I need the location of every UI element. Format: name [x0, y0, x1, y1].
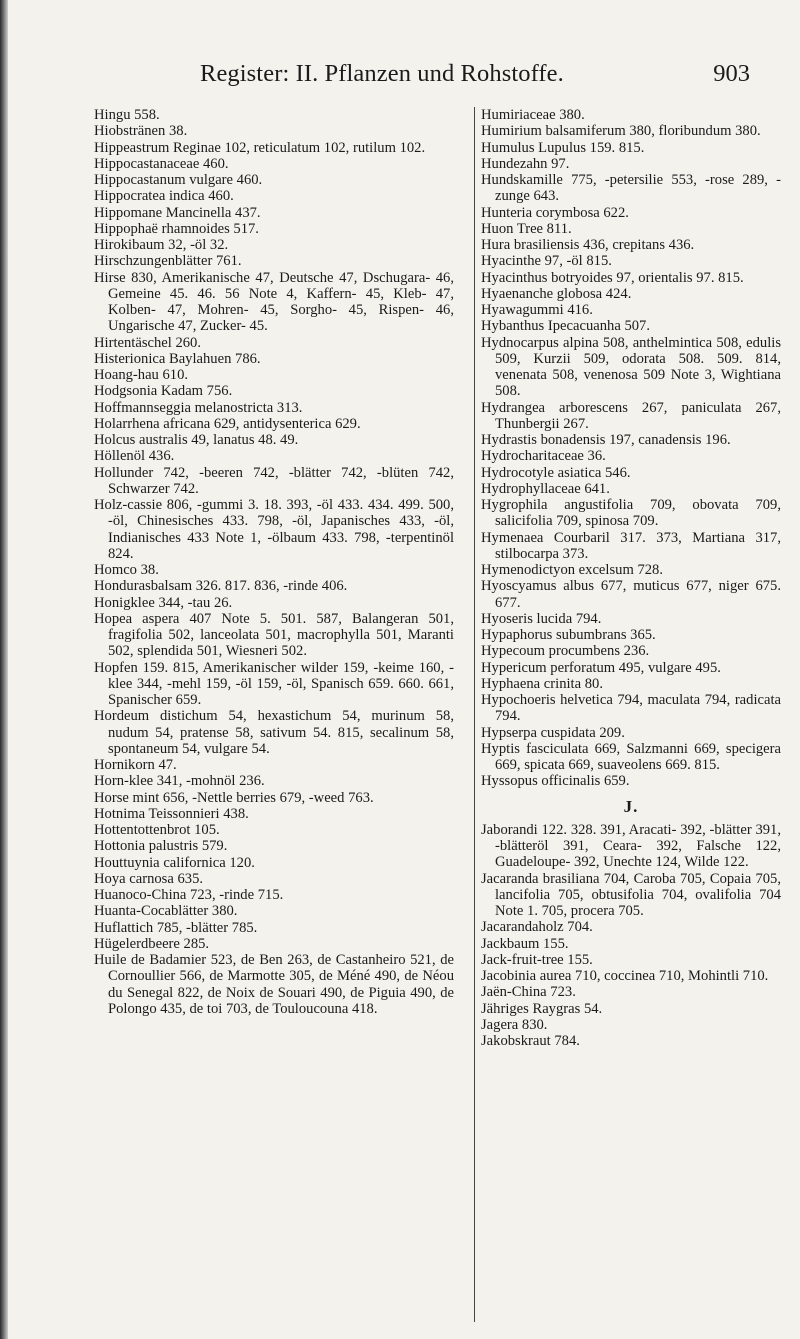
index-entry: Hippomane Mancinella 437. [94, 204, 261, 221]
index-entry: Hydrocotyle asiatica 546. [481, 464, 631, 481]
index-entry: Hydnocarpus alpina 508, anthelmintica 508, edulis 509, Kurzii 509, odorata 508. 509. 814, venenata 508, venenosa 509 Note 3, Wightiana 508. [481, 334, 781, 400]
j-entries [481, 822, 781, 1050]
index-entry: Jähriges Raygras 54. [481, 1000, 603, 1017]
index-entry: Hypecoum procumbens 236. [481, 643, 650, 660]
index-entry: Höllenöl 436. [94, 448, 175, 465]
book-binding-shadow [0, 0, 8, 1339]
index-entry: Horse mint 656, -Nettle berries 679, -weed 763. [94, 789, 374, 806]
index-entry: Hottonia palustris 579. [94, 838, 228, 855]
index-entry: Hyacinthus botryoides 97, orientalis 97. 815. [481, 269, 744, 286]
index-entry: Humiriaceae 380. [481, 107, 585, 123]
index-entry: Hollunder 742, -beeren 742, -blätter 742, -blüten 742, Schwarzer 742. [94, 464, 454, 497]
page-header [0, 60, 800, 90]
index-entry: Humulus Lupulus 159. 815. [481, 139, 645, 156]
index-entry: Hydrastis bonadensis 197, canadensis 196. [481, 432, 731, 448]
index-entry: Hodgsonia Kadam 756. [94, 383, 233, 400]
index-entry: Hypericum perforatum 495, vulgare 495. [481, 659, 721, 676]
index-entry: Hingu 558. [94, 107, 160, 123]
column-divider [474, 107, 475, 1322]
index-entry: Jacaranda brasiliana 704, Caroba 705, Copaia 705, lancifolia 705, obtusifolia 704, ovalifolia 704 Note 1. 705, procera 705. [481, 870, 781, 919]
index-entry: Jack-fruit-tree 155. [481, 951, 593, 968]
index-entry: Hippeastrum Reginae 102, reticulatum 102, rutilum 102. [94, 139, 426, 156]
index-entry: Hippocratea indica 460. [94, 188, 234, 205]
index-entry: Hirokibaum 32, -öl 32. [94, 237, 229, 253]
index-entry: Humirium balsamiferum 380, floribundum 380. [481, 123, 761, 140]
index-entry: Hoffmannseggia melanostricta 313. [94, 399, 303, 416]
index-entry: Hypochoeris helvetica 794, maculata 794, radicata 794. [481, 692, 781, 725]
index-entry: Huflattich 785, -blätter 785. [94, 919, 258, 936]
index-entry: Hondurasbalsam 326. 817. 836, -rinde 406. [94, 578, 348, 595]
index-entry: Hyptis fasciculata 669, Salzmanni 669, specigera 669, spicata 669, suaveolens 669. 815. [481, 740, 781, 773]
index-entry: Hyacinthe 97, -öl 815. [481, 253, 612, 270]
index-entry: Jagera 830. [481, 1016, 548, 1033]
index-entry: Hypaphorus subumbrans 365. [481, 627, 656, 643]
index-entry: Hyoscyamus albus 677, muticus 677, niger 675. 677. [481, 578, 781, 611]
index-entry: Homco 38. [94, 562, 159, 578]
index-entry: Jackbaum 155. [481, 935, 569, 952]
index-entry: Hiobstränen 38. [94, 123, 188, 140]
index-entry: Jacarandaholz 704. [481, 919, 593, 936]
index-entry: Huanoco-China 723, -rinde 715. [94, 887, 284, 903]
index-entry: Hyoseris lucida 794. [481, 610, 602, 627]
index-entry: Jaën-China 723. [481, 984, 576, 1001]
index-entry: Holcus australis 49, lanatus 48. 49. [94, 432, 299, 448]
index-entry: Hybanthus Ipecacuanha 507. [481, 318, 650, 335]
index-entry: Hoya carnosa 635. [94, 870, 204, 887]
left-column [94, 107, 454, 1017]
h-entries [481, 107, 781, 790]
index-entry: Hottentottenbrot 105. [94, 822, 220, 838]
index-entry: Huile de Badamier 523, de Ben 263, de Castanheiro 521, de Cornoullier 566, de Marmotte 305, de Méné 490, de Néou du Senegal 822, de Noix de Souari 490, de Piguia 490, de Polongo 435, de toi 703, de Touloucouna 418. [94, 952, 454, 1017]
index-entry: Huanta-Cocablätter 380. [94, 903, 238, 920]
index-entry: Hypserpa cuspidata 209. [481, 724, 625, 741]
index-entry: Hunteria corymbosa 622. [481, 204, 629, 221]
index-entry: Holarrhena africana 629, antidysenterica 629. [94, 415, 361, 432]
index-entry: Houttuynia californica 120. [94, 854, 255, 871]
index-entry: Hyphaena crinita 80. [481, 675, 603, 692]
index-entry: Hoang-hau 610. [94, 367, 189, 383]
index-entry: Holz-cassie 806, -gummi 3. 18. 393, -öl 433. 434. 499. 500, -öl, Chinesisches 433. 798, -öl, Japanisches 433, -öl, Indianisches 433 Note 1, -ölbaum 433. 798, -terpentinöl 824. [94, 497, 454, 562]
index-entry: Hopfen 159. 815, Amerikanischer wilder 159, -keime 160, -klee 344, -mehl 159, -öl 159, -öl, Spanisch 659. 660. 661, Spanischer 659. [94, 659, 454, 708]
index-entry: Jaborandi 122. 328. 391, Aracati- 392, -blätter 391, -blätteröl 391, Ceara- 392, Falsche 122, Guadeloupe- 392, Unechte 124, Wilde 122. [481, 821, 781, 871]
index-entry: Hundskamille 775, -petersilie 553, -rose 289, -zunge 643. [481, 172, 781, 205]
index-entry: Hirschzungenblätter 761. [94, 253, 242, 270]
index-entry: Hirse 830, Amerikanische 47, Deutsche 47, Dschugara- 46, Gemeine 45. 46. 56 Note 4, Kaffern- 45, Kleb- 47, Kolben- 47, Mohren- 45, Sorgho- 45, Rispen- 46, Ungarische 47, Zucker- 45. [94, 269, 454, 335]
index-entry: Histerionica Baylahuen 786. [94, 350, 261, 367]
index-entry: Hura brasiliensis 436, crepitans 436. [481, 237, 695, 253]
index-entry: Hydrophyllaceae 641. [481, 480, 610, 497]
index-entry: Honigklee 344, -tau 26. [94, 594, 233, 611]
index-entry: Hippocastanum vulgare 460. [94, 172, 263, 188]
index-entry: Huon Tree 811. [481, 220, 572, 237]
index-entry: Hymenaea Courbaril 317. 373, Martiana 317, stilbocarpa 373. [481, 529, 781, 562]
index-entry: Hopea aspera 407 Note 5. 501. 587, Balangeran 501, fragifolia 502, lanceolata 501, macrophylla 501, Maranti 502, splendida 501, Wiesneri 502. [94, 610, 454, 660]
index-entry: Hordeum distichum 54, hexastichum 54, murinum 58, nudum 54, pratense 58, sativum 54. 815, secalinum 58, spontaneum 54, vulgare 54. [94, 708, 454, 757]
index-entry: Hymenodictyon excelsum 728. [481, 562, 663, 578]
index-entry: Hornikorn 47. [94, 757, 177, 773]
index-entry: Hippophaë rhamnoides 517. [94, 220, 259, 237]
section-letter: J. [623, 796, 639, 816]
index-entry: Hygrophila angustifolia 709, obovata 709, salicifolia 709, spinosa 709. [481, 497, 781, 530]
index-entry: Hydrangea arborescens 267, paniculata 267, Thunbergii 267. [481, 399, 781, 432]
index-entry: Horn-klee 341, -mohnöl 236. [94, 773, 265, 790]
index-entry: Hyssopus officinalis 659. [481, 773, 630, 790]
index-entry: Hyawagummi 416. [481, 302, 593, 318]
index-entry: Jakobskraut 784. [481, 1033, 580, 1049]
index-entry: Hundezahn 97. [481, 155, 570, 172]
running-title: Register: II. Pflanzen und Rohstoffe. [200, 60, 564, 87]
page-number: 903 [713, 60, 750, 87]
right-column [481, 107, 781, 1049]
index-entry: Hyaenanche globosa 424. [481, 285, 632, 302]
index-entry: Hügelerdbeere 285. [94, 935, 210, 952]
index-entry: Hippocastanaceae 460. [94, 155, 229, 172]
index-entry: Hydrocharitaceae 36. [481, 448, 606, 465]
index-entry: Jacobinia aurea 710, coccinea 710, Mohintli 710. [481, 968, 769, 984]
index-entry: Hotnima Teissonnieri 438. [94, 805, 249, 822]
index-entry: Hirtentäschel 260. [94, 334, 201, 351]
